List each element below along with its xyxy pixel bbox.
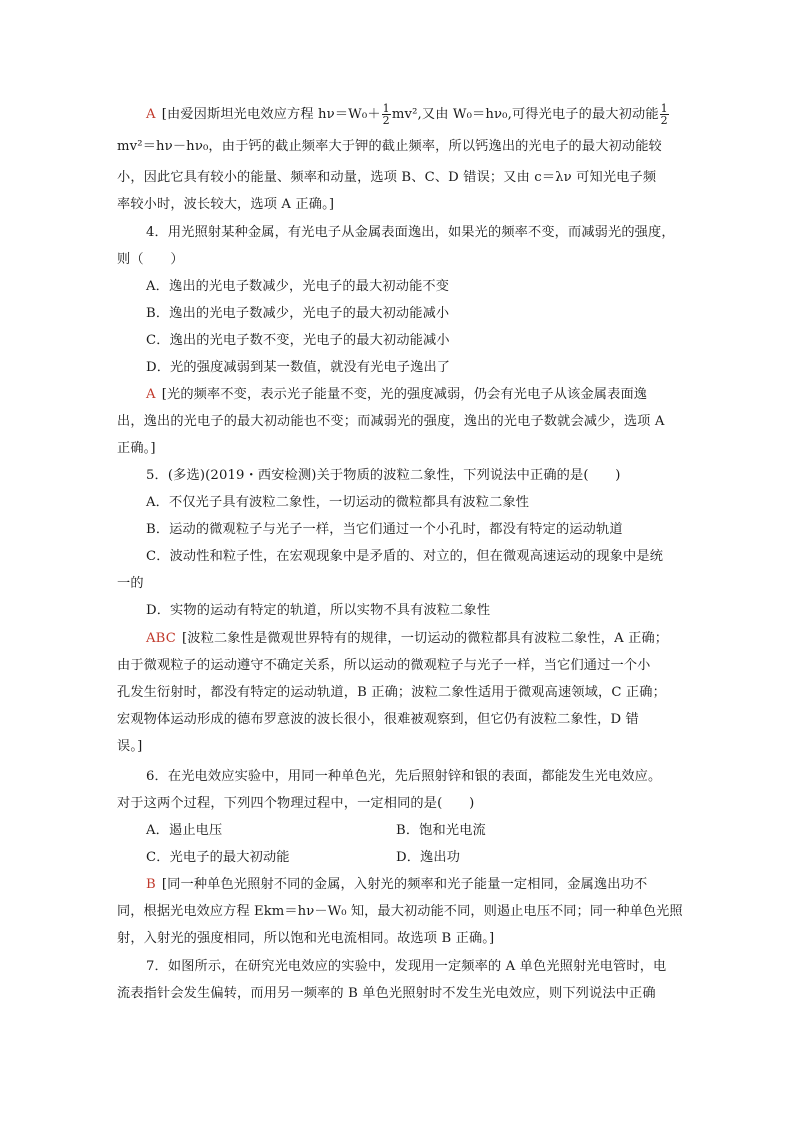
p6-answer-letter: B (146, 877, 156, 892)
p5-solution-line3: 孔发生衍射时，都没有特定的运动轨道，B 正确；波粒二象性适用于微观高速领域，C 正确； (117, 685, 666, 700)
p3-answer-letter: A (146, 107, 156, 122)
p6-options-row1 (146, 822, 683, 840)
p5-answer-letter: ABC (146, 631, 176, 646)
p4-question-line2: 则（ ） (117, 252, 184, 267)
p3-answer-line3: 小，因此它具有较小的能量、频率和动量，选项 B、C、D 错误；又由 c＝λν 可知光电子频 (117, 170, 657, 185)
p6-question-line1: 6．在光电效应实验中，用同一种单色光，先后照射锌和银的表面，都能发生光电效应。 (146, 769, 662, 784)
p6-solution-line2: 同，根据光电效应方程 Ekm＝hν－W₀ 知，最大初动能不同，则遏止电压不同；同一种单色光照 (117, 904, 683, 919)
p5-solution-line4: 宏观物体运动形成的德布罗意波的波长很小，很难被观察到，但它仍有波粒二象性，D 错 (117, 712, 639, 727)
p3-answer-line2: mv²＝hν－hν₀，由于钙的截止频率大于钾的截止频率，所以钙逸出的光电子的最大初动能较 (117, 139, 662, 154)
p4-solution-line3: 正确。] (117, 441, 156, 456)
p7-question-line2: 流表指针会发生偏转，而用另一频率的 B 单色光照射时不发生光电效应，则下列说法中正确 (117, 986, 656, 1001)
p6-option-c: C．光电子的最大初动能 (146, 850, 290, 865)
half-fraction: $\frac{1}{2}$ (382, 102, 390, 127)
p6-solution-line1: B [同一种单色光照射不同的金属，入射光的频率和光子能量一定相同，金属逸出功不 (146, 877, 648, 892)
p5-solution-line5: 误。] (117, 739, 143, 754)
p5-option-b: B．运动的微观粒子与光子一样，当它们通过一个小孔时，都没有特定的运动轨道 (146, 522, 623, 537)
p5-solution-line2: 由于微观粒子的运动遵守不确定关系，所以运动的微观粒子与光子一样，当它们通过一个小 (117, 658, 651, 673)
p4-option-c: C．逸出的光电子数不变，光电子的最大初动能减小 (146, 333, 450, 348)
half-fraction-2: $\frac{1}{2}$ (660, 102, 668, 127)
p4-solution-line1: A [光的频率不变，表示光子能量不变，光的强度减弱，仍会有光电子从该金属表面逸 (146, 387, 648, 402)
p6-options-row2 (146, 849, 683, 867)
p4-solution-line2: 出，逸出的光电子的最大初动能也不变；而减弱光的强度，逸出的光电子数就会减少，选项 A (117, 414, 665, 429)
p4-option-a: A．逸出的光电子数减少，光电子的最大初动能不变 (146, 279, 450, 294)
p6-option-b: B．饱和光电流 (396, 823, 486, 838)
p5-question-line1: 5．(多选)(2019・西安检测)关于物质的波粒二象性，下列说法中正确的是( ) (146, 468, 621, 483)
p4-answer-letter: A (146, 387, 156, 402)
p6-option-a: A．遏止电压 (146, 823, 223, 838)
p5-option-c: C．波动性和粒子性，在宏观现象中是矛盾的、对立的，但在微观高速运动的现象中是统 (146, 549, 664, 564)
p6-option-d: D．逸出功 (396, 850, 461, 865)
p3-answer-line4: 率较小时，波长较大，选项 A 正确。] (117, 197, 335, 212)
p7-question-line1: 7．如图所示，在研究光电效应的实验中，发现用一定频率的 A 单色光照射光电管时，电 (146, 959, 667, 974)
p4-question-line1: 4．用光照射某种金属，有光电子从金属表面逸出，如果光的频率不变，而减弱光的强度， (146, 225, 675, 240)
p5-option-a: A．不仅光子具有波粒二象性，一切运动的微粒都具有波粒二象性 (146, 495, 530, 510)
p6-question-line2: 对于这两个过程，下列四个物理过程中，一定相同的是( ) (117, 796, 475, 811)
p5-option-c-cont: 一的 (117, 576, 144, 591)
p3-answer-line1: A [由爱因斯坦光电效应方程 hν＝W₀＋ $\frac{1}{2}$ mv²,又由 W₀＝hν₀,可得光电子的最大初动能 $\frac{1}{2}$ (146, 102, 668, 127)
p6-solution-line3: 射，入射光的强度相同，所以饱和光电流相同。故选项 B 正确。] (117, 931, 495, 946)
p4-option-d: D．光的强度减弱到某一数值，就没有光电子逸出了 (146, 360, 451, 375)
p4-option-b: B．逸出的光电子数减少，光电子的最大初动能减小 (146, 306, 450, 321)
p5-option-d: D．实物的运动有特定的轨道，所以实物不具有波粒二象性 (146, 603, 491, 618)
p5-solution-line1: ABC [波粒二象性是微观世界特有的规律，一切运动的微粒都具有波粒二象性，A 正确； (146, 631, 669, 646)
